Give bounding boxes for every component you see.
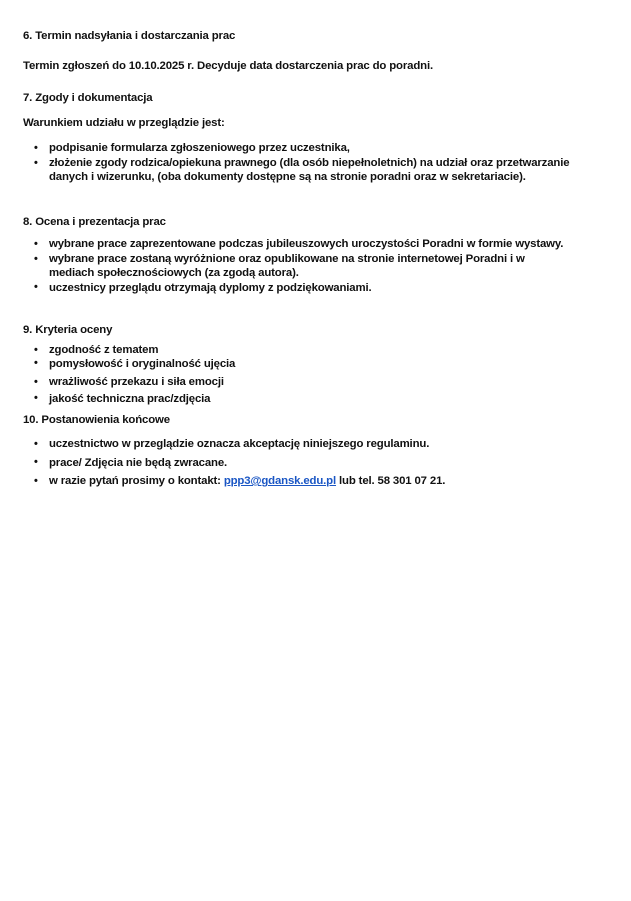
section-paragraph-6: Termin zgłoszeń do 10.10.2025 r. Decyduje data dostarczenia prac do poradni.: [23, 60, 433, 72]
list-item: • złożenie zgody rodzica/opiekuna prawnego (dla osób niepełnoletnich) na udział oraz przetwarzanie danych i wizerunku, (oba dokumenty dostępne są na stronie poradni oraz w sekretariacie).: [34, 157, 572, 184]
section-heading-7: 7. Zgody i dokumentacja: [23, 92, 153, 104]
contact-prefix: w razie pytań prosimy o kontakt:: [49, 475, 224, 488]
bullet-list-8: [34, 238, 567, 295]
section-heading-8: 8. Ocena i prezentacja prac: [23, 216, 166, 228]
list-item-contact: [34, 475, 534, 489]
section-heading-6: 6. Termin nadsyłania i dostarczania prac: [23, 30, 236, 42]
bullet-list-10: [34, 438, 534, 489]
list-item: • prace/ Zdjęcia nie będą zwracane.: [34, 457, 534, 471]
section-paragraph-7: Warunkiem udziału w przeglądzie jest:: [23, 117, 225, 129]
list-item: • wybrane prace zaprezentowane podczas jubileuszowych uroczystości Poradni w formie wystawy.: [34, 238, 567, 252]
list-item: • wybrane prace zostaną wyróżnione oraz opublikowane na stronie internetowej Poradni i w mediach społecznościowych (za zgodą autora).: [34, 253, 567, 280]
section-heading-9: 9. Kryteria oceny: [23, 324, 113, 336]
bullet-list-7: [34, 142, 572, 184]
list-item: • wrażliwość przekazu i siła emocji: [34, 376, 434, 390]
section-heading-10: 10. Postanowienia końcowe: [23, 414, 170, 426]
list-item: • pomysłowość i oryginalność ujęcia: [34, 358, 434, 372]
contact-suffix: lub tel. 58 301 07 21.: [336, 475, 446, 488]
list-item: • zgodność z tematem: [34, 344, 434, 358]
list-item: • uczestnicy przeglądu otrzymają dyplomy z podziękowaniami.: [34, 282, 567, 296]
list-item: • podpisanie formularza zgłoszeniowego przez uczestnika,: [34, 142, 572, 156]
list-item: • jakość techniczna prac/zdjęcia: [34, 393, 434, 407]
contact-email-link[interactable]: ppp3@gdansk.edu.pl: [223, 475, 337, 488]
list-item: • uczestnictwo w przeglądzie oznacza akceptację niniejszego regulaminu.: [34, 438, 534, 452]
bullet-list-9: [34, 344, 434, 406]
